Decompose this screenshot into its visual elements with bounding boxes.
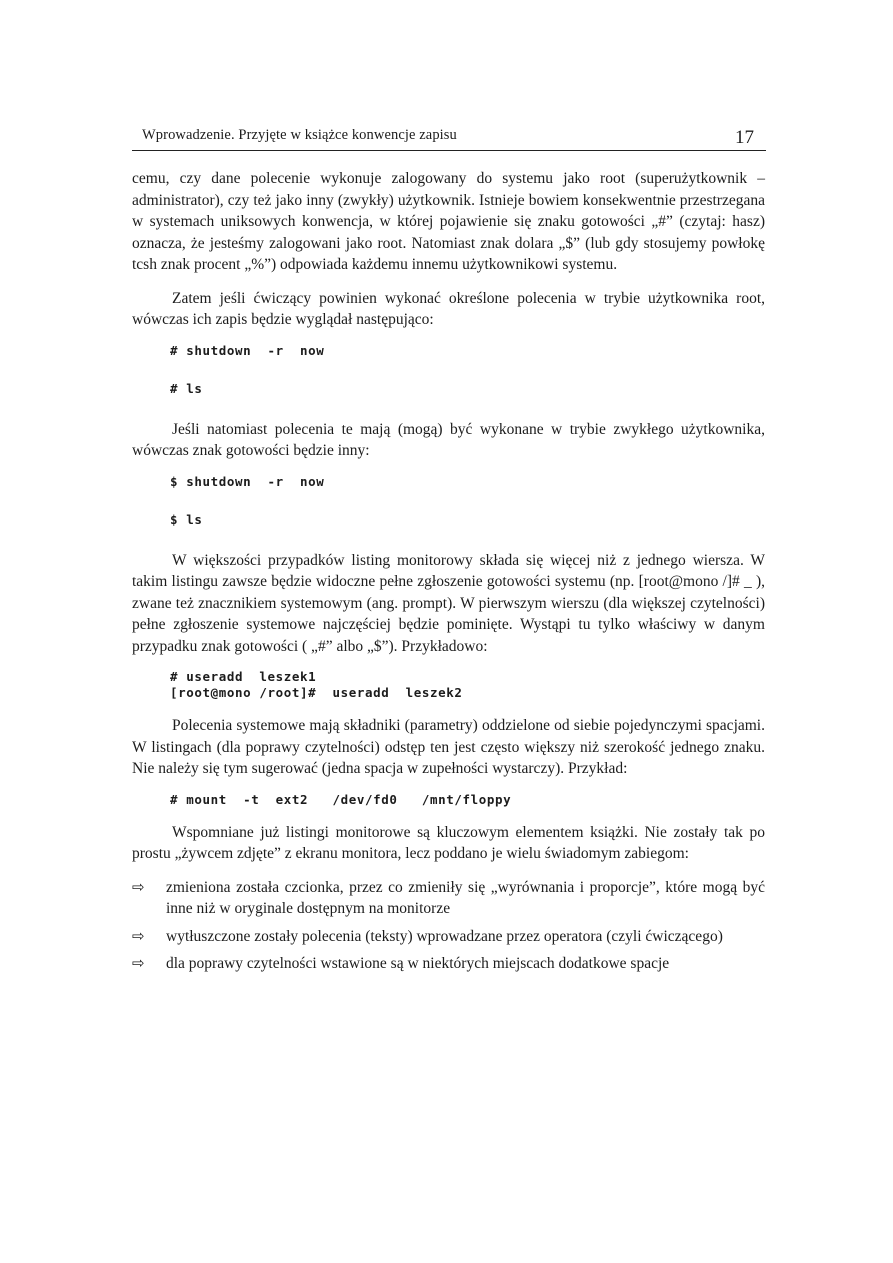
paragraph-1: cemu, czy dane polecenie wykonuje zalogowany do systemu jako root (superużytkownik – administrator), czy też jako inny (zwykły) użytkownik. Istnieje bowiem konsekwentnie przestrzegana w systemach uniksowych konwencja, w której pojawienie się znaku gotowości „#” (czytaj: hasz) oznacza, że jesteśmy zalogowani jako root. Natomiast znak dolara „$” (lub gdy stosujemy powłokę tcsh znak procent „%”) odpowiada każdemu innemu użytkownikowi systemu.	[132, 170, 765, 273]
code-line-5: # useradd leszek1	[170, 669, 317, 684]
arrow-right-icon: ⇨	[132, 877, 145, 896]
code-line-3: $ shutdown -r now	[170, 473, 325, 489]
arrow-right-icon: ⇨	[132, 954, 145, 972]
list-item-text: dla poprawy czytelności wstawione są w niektórych miejscach dodatkowe spacje	[166, 955, 670, 972]
code-line-1: # shutdown -r now	[170, 342, 325, 358]
page-number: 17	[735, 127, 754, 148]
list-item-text: zmieniona została czcionka, przez co zmieniły się „wyrównania i proporcje”, które mogą być inne niż w oryginale dostępnym na monitorze	[166, 878, 765, 917]
list-item	[132, 926, 765, 948]
paragraph-6: Wspomniane już listingi monitorowe są kluczowym elementem książki. Nie zostały tak po prostu „żywcem zdjęte” z ekranu monitora, lecz poddano je wielu świadomym zabiegom:	[132, 823, 765, 862]
code-line-7: # mount -t ext2 /dev/fd0 /mnt/floppy	[170, 791, 512, 807]
paragraph-2: Zatem jeśli ćwiczący powinien wykonać określone polecenia w trybie użytkownika root, wówczas ich zapis będzie wyglądał następująco:	[132, 289, 765, 328]
page-body	[132, 168, 765, 981]
paragraph-5: Polecenia systemowe mają składniki (parametry) oddzielone od siebie pojedynczymi spacjami. W listingach (dla poprawy czytelności) odstęp ten jest często większy niż szerokość jednego znaku. Nie należy się tym sugerować (jedna spacja w zupełności wystarczy). Przykład:	[132, 717, 765, 777]
running-header	[132, 124, 766, 151]
paragraph-3: Jeśli natomiast polecenia te mają (mogą) być wykonane w trybie zwykłego użytkownika, wówczas znak gotowości będzie inny:	[132, 420, 765, 459]
arrow-right-icon: ⇨	[132, 926, 145, 945]
list-item	[132, 877, 765, 920]
code-line-4: $ ls	[170, 511, 203, 527]
list-item-text: wytłuszczone zostały polecenia (teksty) wprowadzane przez operatora (czyli ćwiczącego)	[166, 927, 723, 945]
paragraph-4: W większości przypadków listing monitorowy składa się więcej niż z jednego wiersza. W takim listingu zawsze będzie widoczne pełne zgłoszenie gotowości systemu (np. [root@mono /]# _ ), zwane też znacznikiem systemowym (ang. prompt). W pierwszym wierszu (dla większej czytelności) pełne zgłoszenie systemowe najczęściej będzie pominięte. Wystąpi tu tylko właściwy w danym przypadku znak gotowości ( „#” albo „$”). Przykładowo:	[132, 551, 765, 655]
bullet-list	[132, 877, 765, 975]
code-line-2: # ls	[170, 380, 203, 396]
code-line-6: [root@mono /root]# useradd leszek2	[170, 685, 463, 700]
list-item	[132, 953, 765, 975]
header-title: Wprowadzenie. Przyjęte w książce konwencje zapisu	[142, 127, 457, 143]
